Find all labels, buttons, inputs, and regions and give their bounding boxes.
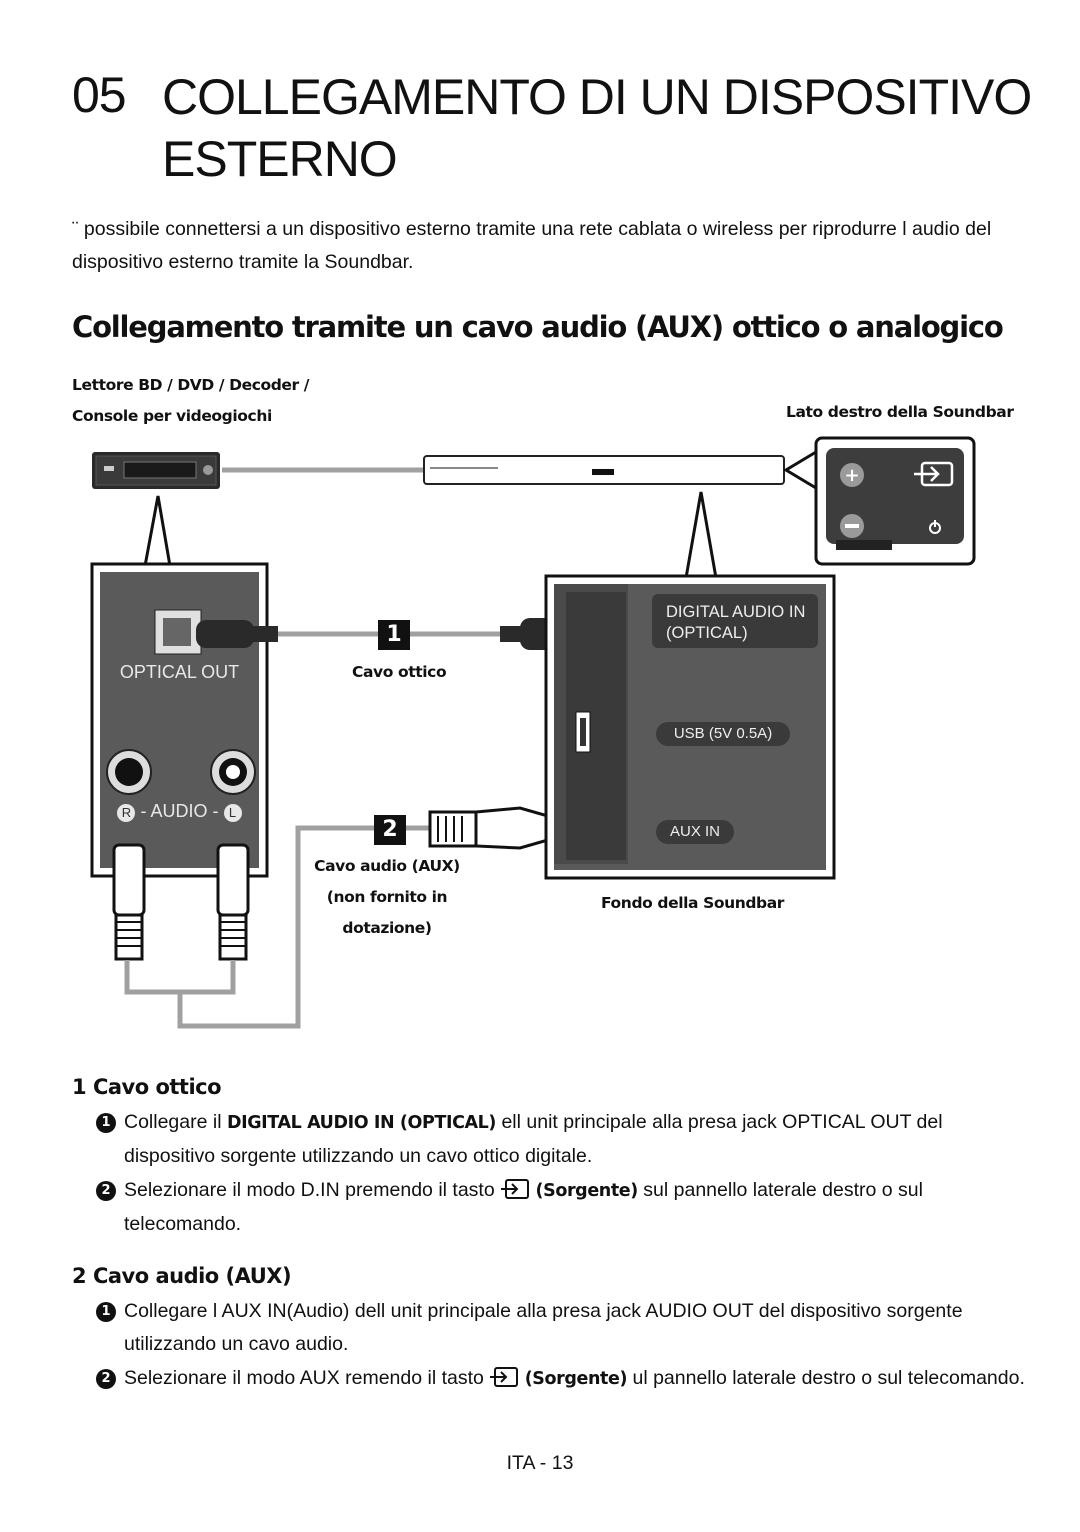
page-footer: ITA - 13: [506, 1452, 574, 1474]
svg-text:+: +: [844, 465, 860, 486]
audio-label-text: - AUDIO -: [140, 801, 219, 821]
side-panel-inset: [816, 438, 974, 564]
section1-step1-pre: Collegare il: [124, 1111, 222, 1133]
soundbar-bottom-label: Fondo della Soundbar: [601, 894, 785, 912]
section1-step2-bold: (Sorgente): [535, 1181, 638, 1201]
usb-port-label: USB (5V 0.5A): [673, 725, 773, 742]
audio-l-badge: L: [224, 804, 242, 822]
section2-number: 2: [72, 1264, 87, 1288]
section2-step2-pre: Selezionare il modo AUX remendo il tasto: [124, 1367, 484, 1389]
aux-cable-label-line3: dotazione): [342, 919, 432, 937]
source-icon: [489, 1366, 519, 1388]
step-marker-1: 1: [386, 622, 402, 647]
section1-step1: [96, 1106, 1036, 1173]
soundbar-side-label: Lato destro della Soundbar: [786, 403, 1014, 421]
section2-step2: [96, 1362, 1036, 1396]
bd-player-icon: [92, 452, 220, 489]
bullet-2-icon: 2: [96, 1181, 116, 1201]
optical-out-label: OPTICAL OUT: [119, 662, 240, 682]
intro-paragraph: ¨ possibile connettersi a un dispositivo esterno tramite una rete cablata o wireless per riprodurre l audio del dispositivo esterno tramite la Soundbar.: [72, 218, 992, 273]
aux-cable-label-line2: (non fornito in: [326, 888, 448, 906]
aux-in-label: AUX IN: [669, 823, 720, 840]
section1-step1-post: ell unit principale alla presa jack OPTICAL OUT del dispositivo sorgente utilizzando un cavo ottico digitale.: [124, 1111, 943, 1167]
bullet-1-icon: 1: [96, 1113, 116, 1133]
aux-cable-label-line1: Cavo audio (AUX): [314, 857, 460, 875]
audio-r-badge: R: [117, 804, 135, 822]
step-marker-2: 2: [382, 817, 398, 842]
section2-step1: [96, 1295, 1036, 1361]
source-device-label-line2: Console per videogiochi: [72, 407, 272, 425]
section2-heading: [72, 1264, 291, 1288]
source-device-label-line1: Lettore BD / DVD / Decoder /: [72, 376, 310, 394]
bullet-1-icon: 1: [96, 1302, 116, 1322]
section1-number: 1: [72, 1075, 87, 1099]
section1-step1-bold: DIGITAL AUDIO IN (OPTICAL): [226, 1113, 497, 1133]
section2-step2-bold: (Sorgente): [524, 1369, 628, 1389]
section1-step2: [96, 1174, 1036, 1241]
section1-title: Cavo ottico: [92, 1075, 222, 1099]
digital-audio-in-line2: (OPTICAL): [666, 624, 748, 642]
section2-step2-post: ul pannello laterale destro o sul telecomando.: [632, 1367, 1025, 1389]
audio-out-label: [100, 801, 259, 822]
section2-title: Cavo audio (AUX): [92, 1264, 292, 1288]
section2-step1-text: Collegare l AUX IN(Audio) dell unit principale alla presa jack AUDIO OUT del dispositivo sorgente utilizzando un cavo audio.: [124, 1300, 963, 1355]
optical-cable-label: Cavo ottico: [352, 663, 447, 681]
section1-step2-pre: Selezionare il modo D.IN premendo il tasto: [124, 1179, 495, 1201]
section-subheading: Collegamento tramite un cavo audio (AUX) ottico o analogico: [72, 310, 1003, 344]
bullet-2-icon: 2: [96, 1369, 116, 1389]
section1-heading: [72, 1075, 221, 1099]
digital-audio-in-label: [666, 602, 805, 644]
section1-step2-post: sul pannello laterale destro o sul telecomando.: [124, 1179, 923, 1235]
source-icon: [500, 1178, 530, 1200]
chapter-number: 05: [72, 67, 126, 123]
digital-audio-in-line1: DIGITAL AUDIO IN: [666, 603, 806, 621]
page-title-line2: ESTERNO: [162, 131, 397, 187]
page-title-line1: COLLEGAMENTO DI UN DISPOSITIVO: [162, 69, 1032, 125]
soundbar-icon: [424, 456, 784, 484]
